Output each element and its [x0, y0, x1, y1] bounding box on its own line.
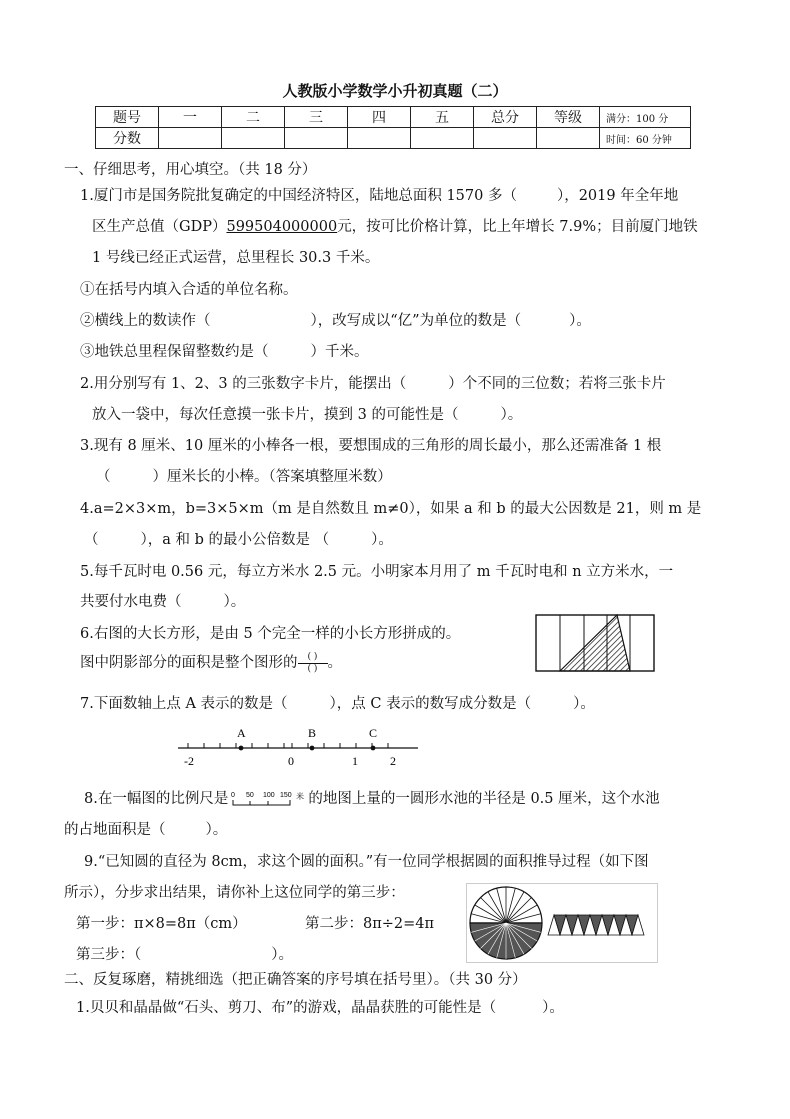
fraction-blank[interactable] — [298, 653, 328, 674]
q1-sub1: ①在括号内填入合适的单位名称。 — [80, 282, 298, 298]
q9-step1: 第一步：π×8=8π（cm） — [76, 916, 247, 932]
score-cell-label: 题号 — [96, 107, 159, 128]
point-c — [371, 746, 376, 751]
score-cell-blank[interactable] — [348, 128, 411, 149]
score-cell-blank[interactable] — [159, 128, 222, 149]
q4-text: （ — [84, 532, 99, 548]
gdp-number: 599504000000 — [226, 219, 338, 235]
score-cell-header: 等级 — [537, 107, 600, 128]
q5-line2 — [80, 590, 245, 611]
score-cell-blank[interactable] — [285, 128, 348, 149]
q1-text: ）。 — [569, 313, 591, 329]
q1-text: 元，按可比价格计算，比上年增长 7.9%；目前厦门地铁 — [337, 219, 698, 235]
tick-label-2: 2 — [390, 754, 396, 768]
q6-line1: 6.右图的大长方形，是由 5 个完全一样的小长方形拼成的。 — [80, 626, 461, 642]
q9-text: 第三步：（ — [76, 947, 142, 963]
q4-line2 — [84, 528, 393, 549]
score-cell-header: 二 — [222, 107, 285, 128]
tick-label-0: 0 — [288, 754, 294, 768]
scale-unit: 米 — [296, 792, 305, 801]
q1-text: 区生产总值（GDP） — [92, 219, 227, 235]
q2-line1 — [80, 372, 666, 393]
q8-line1 — [84, 787, 660, 810]
q1-text: ③地铁总里程保留整数约是（ — [80, 344, 269, 360]
fraction-denominator: ( ) — [307, 663, 318, 674]
label-c: C — [369, 726, 378, 740]
q4-text: ），a 和 b 的最小公倍数是 （ — [140, 532, 330, 548]
q3-line1: 3.现有 8 厘米、10 厘米的小棒各一根，要想围成的三角形的周长最小，那么还需准备 1 根 — [80, 438, 662, 454]
q6-text: 图中阴影部分的面积是整个图形的 — [80, 655, 298, 671]
fraction-numerator: ( ) — [307, 651, 318, 662]
q1-text: ），改写成以“亿”为单位的数是（ — [310, 313, 522, 329]
number-line — [170, 722, 430, 770]
s2-q1-text: ）。 — [542, 1000, 564, 1016]
section1-heading: 一、仔细思考，用心填空。（共 18 分） — [64, 162, 317, 178]
q1-sub2 — [80, 309, 591, 330]
q3-text: ）厘米长的小棒。（答案填整厘米数） — [152, 469, 392, 485]
q3-text: （ — [96, 469, 111, 485]
q4-text: ）。 — [371, 532, 393, 548]
q9-line1: 9.“已知圆的直径为 8cm，求这个圆的面积。”有一位同学根据圆的面积推导过程（如下图 — [84, 854, 649, 870]
section2-heading: 二、反复琢磨，精挑细选（把正确答案的序号填在括号里）。（共 30 分） — [64, 972, 527, 988]
scale-bar — [228, 788, 308, 810]
score-cell-header: 三 — [285, 107, 348, 128]
score-cell-header: 一 — [159, 107, 222, 128]
rectangle-figure — [535, 614, 655, 672]
q7-text: ），点 C 表示的数写成分数是（ — [329, 696, 532, 712]
q2-text: 2.用分别写有 1、2、3 的三张数字卡片，能摆出（ — [80, 376, 407, 392]
q1-text: ②横线上的数读作（ — [80, 313, 211, 329]
q8-text: ）。 — [205, 822, 228, 838]
score-cell-blank[interactable] — [411, 128, 474, 149]
q1-line3: 1 号线已经正式运营，总里程长 30.3 千米。 — [92, 250, 380, 266]
score-table — [95, 106, 691, 149]
q2-line2 — [92, 403, 522, 424]
q1-line1 — [80, 184, 678, 205]
s2-q1 — [76, 996, 564, 1017]
q2-text: ）个不同的三位数；若将三张卡片 — [448, 376, 666, 392]
page-title: 人教版小学数学小升初真题（二） — [282, 82, 508, 100]
q2-text: ）。 — [500, 407, 523, 423]
q8-text: 的地图上量的一圆形水池的半径是 0.5 厘米，这个水池 — [308, 791, 660, 807]
circle-area-derivation-figure — [466, 883, 658, 963]
label-b: B — [308, 726, 317, 740]
q8-line2 — [64, 818, 227, 839]
scale-tick: 50 — [246, 792, 255, 799]
score-table-header-row — [96, 107, 691, 128]
q1-text: ），2019 年全年地 — [556, 188, 679, 204]
q7-line1 — [80, 692, 595, 713]
score-cell-header: 四 — [348, 107, 411, 128]
q8-text: 8.在一幅图的比例尺是 — [84, 791, 229, 807]
q1-text: ）千米。 — [310, 344, 369, 360]
score-cell-header: 总分 — [474, 107, 537, 128]
q6-text: 。 — [327, 655, 342, 671]
q7-text: ）。 — [573, 696, 595, 712]
tick-label-neg2: -2 — [184, 754, 194, 768]
q8-text: 的占地面积是（ — [64, 822, 166, 838]
q5-line1: 5.每千瓦时电 0.56 元，每立方米水 2.5 元。小明家本月用了 m 千瓦时电和 n 立方米水，一 — [80, 564, 674, 580]
point-b — [310, 746, 315, 751]
q1-line2 — [92, 215, 698, 236]
q1-sub3 — [80, 340, 369, 361]
q4-line1: 4.a=2×3×m，b=3×5×m（m 是自然数且 m≠0），如果 a 和 b 的最大公因数是 21，则 m 是 — [80, 501, 702, 517]
score-table-score-row — [96, 128, 691, 149]
q9-line2: 所示），分步求出结果，请你补上这位同学的第三步： — [64, 885, 405, 901]
point-a — [239, 746, 244, 751]
q9-step3 — [76, 943, 293, 964]
q1-text: 1.厦门市是国务院批复确定的中国经济特区，陆地总面积 1570 多（ — [80, 188, 517, 204]
tick-label-1: 1 — [352, 754, 358, 768]
label-a: A — [237, 726, 246, 740]
s2-q1-text: 1.贝贝和晶晶做“石头、剪刀、布”的游戏，晶晶获胜的可能性是（ — [76, 1000, 497, 1016]
q3-line2 — [96, 465, 392, 486]
scale-tick: 0 — [231, 792, 236, 799]
score-cell-header: 五 — [411, 107, 474, 128]
score-cell-label: 分数 — [96, 128, 159, 149]
q2-text: 放入一袋中，每次任意摸一张卡片，摸到 3 的可能性是（ — [92, 407, 459, 423]
scale-tick: 150 — [280, 792, 293, 799]
score-cell-blank[interactable] — [474, 128, 537, 149]
q9-step2: 第二步：8π÷2=4π — [305, 916, 435, 932]
q5-text: ）。 — [223, 594, 246, 610]
scale-tick: 100 — [263, 792, 276, 799]
q9-text: ）。 — [271, 947, 293, 963]
time-limit: 时间：60 分钟 — [600, 128, 691, 149]
q5-text: 共要付水电费（ — [80, 594, 182, 610]
q6-line2 — [80, 651, 342, 674]
score-cell-blank[interactable] — [222, 128, 285, 149]
full-score: 满分：100 分 — [600, 107, 691, 128]
q7-text: 7.下面数轴上点 A 表示的数是（ — [80, 696, 288, 712]
score-cell-blank[interactable] — [537, 128, 600, 149]
